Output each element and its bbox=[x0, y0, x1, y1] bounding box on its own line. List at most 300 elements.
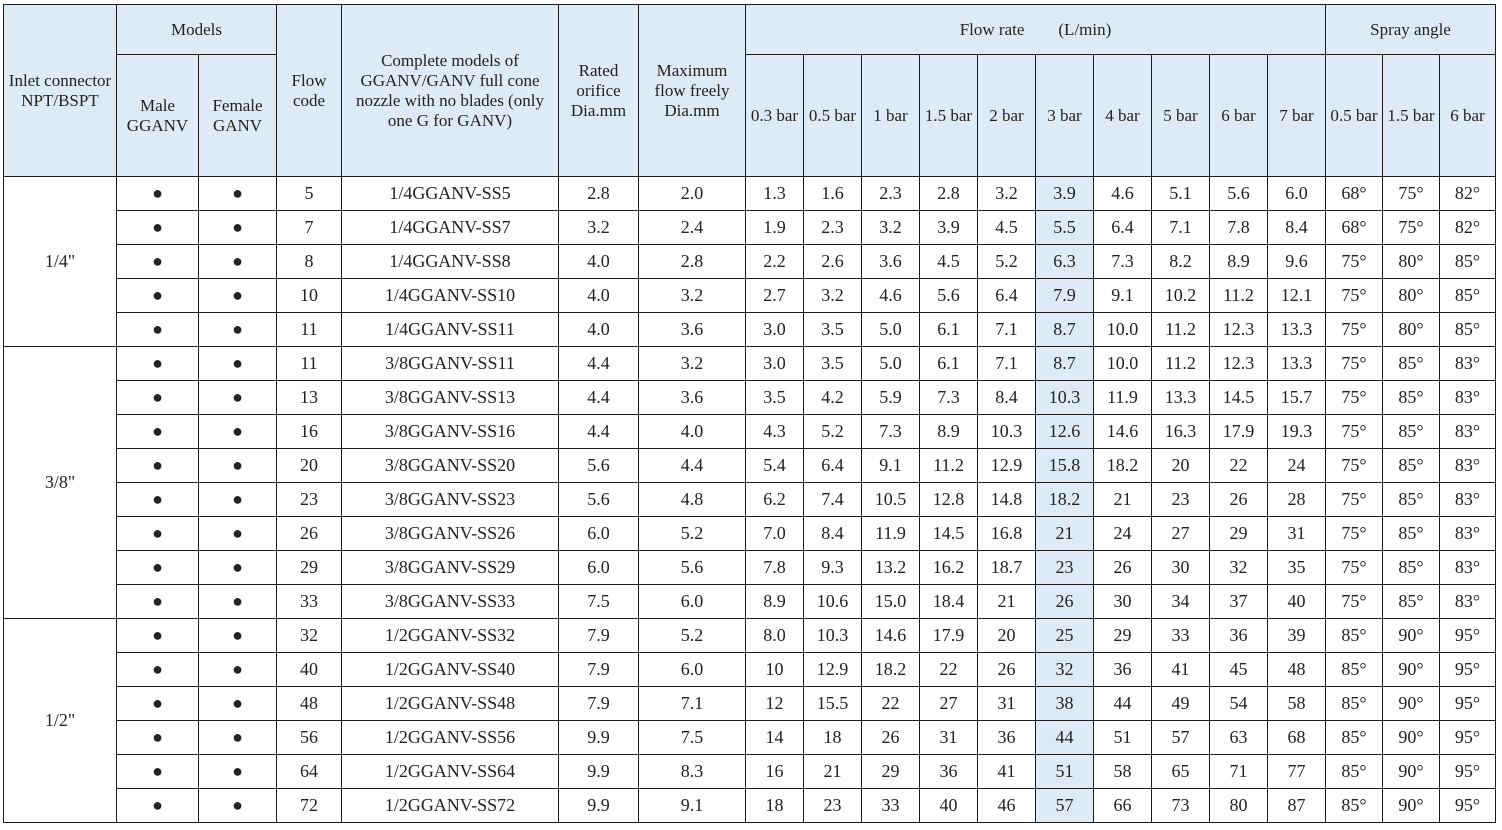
male-dot: ● bbox=[117, 619, 199, 653]
max-flow-dia: 2.0 bbox=[639, 177, 746, 211]
flow-value: 33 bbox=[1152, 619, 1210, 653]
flow-code: 48 bbox=[277, 687, 342, 721]
flow-value: 14.6 bbox=[862, 619, 920, 653]
inlet-size: 3/8" bbox=[4, 347, 117, 619]
flow-value: 12 bbox=[746, 687, 804, 721]
flow-value: 23 bbox=[1152, 483, 1210, 517]
flow-value: 13.2 bbox=[862, 551, 920, 585]
header-pressure: 1 bar bbox=[862, 55, 920, 177]
flow-value: 22 bbox=[920, 653, 978, 687]
flow-value: 36 bbox=[1210, 619, 1268, 653]
female-dot: ● bbox=[199, 211, 277, 245]
male-dot: ● bbox=[117, 653, 199, 687]
header-pressure: 4 bar bbox=[1094, 55, 1152, 177]
flow-value: 6.1 bbox=[920, 347, 978, 381]
flow-value: 5.6 bbox=[920, 279, 978, 313]
max-flow-dia: 8.3 bbox=[639, 755, 746, 789]
header-pressure: 5 bar bbox=[1152, 55, 1210, 177]
female-dot: ● bbox=[199, 653, 277, 687]
flow-value: 40 bbox=[1268, 585, 1326, 619]
female-dot: ● bbox=[199, 483, 277, 517]
flow-value: 15.5 bbox=[804, 687, 862, 721]
flow-value: 10.0 bbox=[1094, 347, 1152, 381]
nozzle-spec-table bbox=[3, 4, 1496, 823]
max-flow-dia: 4.8 bbox=[639, 483, 746, 517]
male-dot: ● bbox=[117, 415, 199, 449]
spray-angle-value: 85° bbox=[1440, 279, 1496, 313]
flow-value: 11.2 bbox=[920, 449, 978, 483]
flow-code: 11 bbox=[277, 347, 342, 381]
spray-angle-value: 82° bbox=[1440, 211, 1496, 245]
flow-value: 7.4 bbox=[804, 483, 862, 517]
flow-value: 12.9 bbox=[804, 653, 862, 687]
header-row-top bbox=[4, 5, 1496, 55]
header-pressure: 1.5 bar bbox=[920, 55, 978, 177]
flow-value: 23 bbox=[804, 789, 862, 823]
flow-value: 12.3 bbox=[1210, 313, 1268, 347]
header-flow-rate: Flow rate (L/min) bbox=[746, 5, 1326, 55]
spray-angle-value: 95° bbox=[1440, 789, 1496, 823]
header-pressure: 0.5 bar bbox=[804, 55, 862, 177]
flow-value: 10.5 bbox=[862, 483, 920, 517]
flow-value: 3.5 bbox=[746, 381, 804, 415]
flow-value: 51 bbox=[1094, 721, 1152, 755]
flow-value: 30 bbox=[1094, 585, 1152, 619]
flow-value: 63 bbox=[1210, 721, 1268, 755]
flow-value: 26 bbox=[862, 721, 920, 755]
spray-angle-value: 90° bbox=[1383, 619, 1440, 653]
max-flow-dia: 4.0 bbox=[639, 415, 746, 449]
model-name: 1/2GGANV-SS56 bbox=[342, 721, 559, 755]
flow-value: 6.3 bbox=[1036, 245, 1094, 279]
spray-angle-value: 75° bbox=[1326, 449, 1383, 483]
flow-value: 45 bbox=[1210, 653, 1268, 687]
flow-value: 3.2 bbox=[804, 279, 862, 313]
table-row bbox=[4, 415, 1496, 449]
flow-value: 21 bbox=[1036, 517, 1094, 551]
flow-value: 58 bbox=[1094, 755, 1152, 789]
spray-angle-value: 68° bbox=[1326, 177, 1383, 211]
flow-code: 11 bbox=[277, 313, 342, 347]
rated-orifice: 4.0 bbox=[559, 245, 639, 279]
spray-angle-value: 90° bbox=[1383, 755, 1440, 789]
header-pressure: 3 bar bbox=[1036, 55, 1094, 177]
flow-value: 51 bbox=[1036, 755, 1094, 789]
flow-value: 21 bbox=[978, 585, 1036, 619]
flow-value: 8.9 bbox=[746, 585, 804, 619]
model-name: 1/4GGANV-SS10 bbox=[342, 279, 559, 313]
rated-orifice: 7.9 bbox=[559, 687, 639, 721]
spray-angle-value: 75° bbox=[1326, 415, 1383, 449]
spray-angle-value: 95° bbox=[1440, 755, 1496, 789]
flow-value: 7.1 bbox=[978, 347, 1036, 381]
flow-value: 7.1 bbox=[1152, 211, 1210, 245]
flow-value: 25 bbox=[1036, 619, 1094, 653]
model-name: 1/4GGANV-SS7 bbox=[342, 211, 559, 245]
flow-value: 8.0 bbox=[746, 619, 804, 653]
max-flow-dia: 3.6 bbox=[639, 313, 746, 347]
flow-value: 12.9 bbox=[978, 449, 1036, 483]
flow-value: 12.8 bbox=[920, 483, 978, 517]
flow-value: 14.5 bbox=[1210, 381, 1268, 415]
spray-angle-value: 80° bbox=[1383, 279, 1440, 313]
table-row bbox=[4, 483, 1496, 517]
flow-value: 4.2 bbox=[804, 381, 862, 415]
spray-angle-value: 75° bbox=[1326, 551, 1383, 585]
spray-angle-value: 83° bbox=[1440, 415, 1496, 449]
flow-value: 27 bbox=[1152, 517, 1210, 551]
spray-angle-value: 75° bbox=[1326, 347, 1383, 381]
spray-angle-value: 75° bbox=[1383, 211, 1440, 245]
flow-value: 73 bbox=[1152, 789, 1210, 823]
female-dot: ● bbox=[199, 789, 277, 823]
flow-value: 14.5 bbox=[920, 517, 978, 551]
rated-orifice: 7.5 bbox=[559, 585, 639, 619]
header-angle-pressure: 6 bar bbox=[1440, 55, 1496, 177]
flow-value: 8.7 bbox=[1036, 347, 1094, 381]
female-dot: ● bbox=[199, 415, 277, 449]
flow-value: 7.8 bbox=[746, 551, 804, 585]
flow-value: 4.6 bbox=[862, 279, 920, 313]
flow-value: 15.0 bbox=[862, 585, 920, 619]
header-spray-angle: Spray angle bbox=[1326, 5, 1496, 55]
male-dot: ● bbox=[117, 517, 199, 551]
flow-value: 4.5 bbox=[920, 245, 978, 279]
flow-value: 3.5 bbox=[804, 347, 862, 381]
rated-orifice: 9.9 bbox=[559, 789, 639, 823]
rated-orifice: 6.0 bbox=[559, 517, 639, 551]
spray-angle-value: 75° bbox=[1326, 483, 1383, 517]
male-dot: ● bbox=[117, 245, 199, 279]
header-flow-code: Flow code bbox=[277, 5, 342, 177]
flow-value: 18 bbox=[804, 721, 862, 755]
flow-value: 15.8 bbox=[1036, 449, 1094, 483]
table-row bbox=[4, 619, 1496, 653]
spray-angle-value: 85° bbox=[1326, 687, 1383, 721]
spray-angle-value: 85° bbox=[1326, 721, 1383, 755]
flow-value: 80 bbox=[1210, 789, 1268, 823]
flow-value: 16.3 bbox=[1152, 415, 1210, 449]
flow-value: 13.3 bbox=[1268, 347, 1326, 381]
flow-value: 24 bbox=[1268, 449, 1326, 483]
flow-value: 7.3 bbox=[920, 381, 978, 415]
flow-value: 3.6 bbox=[862, 245, 920, 279]
flow-value: 34 bbox=[1152, 585, 1210, 619]
flow-value: 32 bbox=[1210, 551, 1268, 585]
header-pressure: 0.3 bar bbox=[746, 55, 804, 177]
flow-value: 2.8 bbox=[920, 177, 978, 211]
spray-angle-value: 90° bbox=[1383, 687, 1440, 721]
flow-value: 37 bbox=[1210, 585, 1268, 619]
spray-angle-value: 85° bbox=[1326, 619, 1383, 653]
flow-value: 10.3 bbox=[978, 415, 1036, 449]
female-dot: ● bbox=[199, 517, 277, 551]
flow-value: 9.1 bbox=[862, 449, 920, 483]
male-dot: ● bbox=[117, 483, 199, 517]
flow-value: 12.3 bbox=[1210, 347, 1268, 381]
header-row-sub bbox=[4, 55, 1496, 177]
table-body bbox=[4, 177, 1496, 823]
model-name: 3/8GGANV-SS26 bbox=[342, 517, 559, 551]
table-row bbox=[4, 687, 1496, 721]
table-row bbox=[4, 245, 1496, 279]
max-flow-dia: 6.0 bbox=[639, 653, 746, 687]
male-dot: ● bbox=[117, 177, 199, 211]
flow-code: 8 bbox=[277, 245, 342, 279]
female-dot: ● bbox=[199, 347, 277, 381]
spray-angle-value: 83° bbox=[1440, 517, 1496, 551]
flow-value: 10.3 bbox=[804, 619, 862, 653]
flow-value: 21 bbox=[804, 755, 862, 789]
flow-value: 48 bbox=[1268, 653, 1326, 687]
header-angle-pressure: 1.5 bar bbox=[1383, 55, 1440, 177]
flow-value: 38 bbox=[1036, 687, 1094, 721]
flow-value: 44 bbox=[1036, 721, 1094, 755]
flow-value: 23 bbox=[1036, 551, 1094, 585]
flow-code: 5 bbox=[277, 177, 342, 211]
flow-value: 15.7 bbox=[1268, 381, 1326, 415]
flow-value: 26 bbox=[1210, 483, 1268, 517]
flow-value: 33 bbox=[862, 789, 920, 823]
spray-angle-value: 85° bbox=[1383, 483, 1440, 517]
flow-value: 21 bbox=[1094, 483, 1152, 517]
flow-value: 3.9 bbox=[920, 211, 978, 245]
flow-value: 9.3 bbox=[804, 551, 862, 585]
max-flow-dia: 5.2 bbox=[639, 517, 746, 551]
female-dot: ● bbox=[199, 619, 277, 653]
female-dot: ● bbox=[199, 755, 277, 789]
flow-value: 14 bbox=[746, 721, 804, 755]
flow-value: 11.9 bbox=[1094, 381, 1152, 415]
header-complete-models: Complete models of GGANV/GANV full cone nozzle with no blades (only one G for GANV) bbox=[342, 5, 559, 177]
flow-value: 40 bbox=[920, 789, 978, 823]
flow-value: 6.4 bbox=[804, 449, 862, 483]
flow-value: 3.2 bbox=[862, 211, 920, 245]
male-dot: ● bbox=[117, 755, 199, 789]
flow-value: 31 bbox=[920, 721, 978, 755]
flow-value: 7.3 bbox=[862, 415, 920, 449]
flow-value: 57 bbox=[1152, 721, 1210, 755]
rated-orifice: 4.4 bbox=[559, 415, 639, 449]
flow-code: 33 bbox=[277, 585, 342, 619]
flow-value: 26 bbox=[1036, 585, 1094, 619]
flow-value: 16.8 bbox=[978, 517, 1036, 551]
flow-value: 31 bbox=[1268, 517, 1326, 551]
flow-value: 36 bbox=[1094, 653, 1152, 687]
rated-orifice: 3.2 bbox=[559, 211, 639, 245]
rated-orifice: 5.6 bbox=[559, 483, 639, 517]
spray-angle-value: 83° bbox=[1440, 483, 1496, 517]
rated-orifice: 4.4 bbox=[559, 347, 639, 381]
flow-value: 8.4 bbox=[978, 381, 1036, 415]
table-row bbox=[4, 551, 1496, 585]
header-male: Male GGANV bbox=[117, 55, 199, 177]
spray-angle-value: 85° bbox=[1326, 755, 1383, 789]
max-flow-dia: 9.1 bbox=[639, 789, 746, 823]
header-max-flow: Maximum flow freely Dia.mm bbox=[639, 5, 746, 177]
rated-orifice: 9.9 bbox=[559, 755, 639, 789]
rated-orifice: 4.4 bbox=[559, 381, 639, 415]
flow-code: 13 bbox=[277, 381, 342, 415]
spray-angle-value: 82° bbox=[1440, 177, 1496, 211]
table-row bbox=[4, 347, 1496, 381]
header-pressure: 7 bar bbox=[1268, 55, 1326, 177]
flow-value: 13.3 bbox=[1152, 381, 1210, 415]
flow-value: 10.6 bbox=[804, 585, 862, 619]
rated-orifice: 6.0 bbox=[559, 551, 639, 585]
flow-value: 27 bbox=[920, 687, 978, 721]
flow-value: 5.9 bbox=[862, 381, 920, 415]
flow-value: 11.2 bbox=[1152, 313, 1210, 347]
rated-orifice: 9.9 bbox=[559, 721, 639, 755]
table-row bbox=[4, 313, 1496, 347]
flow-value: 24 bbox=[1094, 517, 1152, 551]
female-dot: ● bbox=[199, 551, 277, 585]
female-dot: ● bbox=[199, 721, 277, 755]
flow-value: 36 bbox=[920, 755, 978, 789]
max-flow-dia: 2.4 bbox=[639, 211, 746, 245]
rated-orifice: 2.8 bbox=[559, 177, 639, 211]
male-dot: ● bbox=[117, 347, 199, 381]
inlet-size: 1/4" bbox=[4, 177, 117, 347]
spray-angle-value: 83° bbox=[1440, 449, 1496, 483]
spray-angle-value: 75° bbox=[1383, 177, 1440, 211]
flow-value: 1.3 bbox=[746, 177, 804, 211]
flow-value: 18.4 bbox=[920, 585, 978, 619]
flow-value: 20 bbox=[1152, 449, 1210, 483]
spray-angle-value: 95° bbox=[1440, 653, 1496, 687]
female-dot: ● bbox=[199, 279, 277, 313]
flow-value: 2.2 bbox=[746, 245, 804, 279]
flow-value: 7.1 bbox=[978, 313, 1036, 347]
female-dot: ● bbox=[199, 381, 277, 415]
model-name: 3/8GGANV-SS11 bbox=[342, 347, 559, 381]
flow-value: 66 bbox=[1094, 789, 1152, 823]
flow-value: 46 bbox=[978, 789, 1036, 823]
flow-value: 9.1 bbox=[1094, 279, 1152, 313]
spray-angle-value: 85° bbox=[1383, 551, 1440, 585]
model-name: 3/8GGANV-SS29 bbox=[342, 551, 559, 585]
flow-value: 6.2 bbox=[746, 483, 804, 517]
model-name: 1/2GGANV-SS40 bbox=[342, 653, 559, 687]
spray-angle-value: 90° bbox=[1383, 653, 1440, 687]
flow-value: 11.2 bbox=[1210, 279, 1268, 313]
flow-value: 58 bbox=[1268, 687, 1326, 721]
flow-value: 16.2 bbox=[920, 551, 978, 585]
max-flow-dia: 3.2 bbox=[639, 279, 746, 313]
spray-angle-value: 95° bbox=[1440, 687, 1496, 721]
flow-value: 1.6 bbox=[804, 177, 862, 211]
flow-value: 26 bbox=[978, 653, 1036, 687]
spray-angle-value: 80° bbox=[1383, 313, 1440, 347]
flow-code: 7 bbox=[277, 211, 342, 245]
header-pressure: 6 bar bbox=[1210, 55, 1268, 177]
flow-value: 3.2 bbox=[978, 177, 1036, 211]
flow-value: 8.4 bbox=[804, 517, 862, 551]
flow-value: 5.5 bbox=[1036, 211, 1094, 245]
female-dot: ● bbox=[199, 245, 277, 279]
model-name: 1/4GGANV-SS5 bbox=[342, 177, 559, 211]
rated-orifice: 4.0 bbox=[559, 279, 639, 313]
flow-code: 32 bbox=[277, 619, 342, 653]
spray-angle-value: 85° bbox=[1383, 381, 1440, 415]
flow-value: 6.0 bbox=[1268, 177, 1326, 211]
flow-value: 9.6 bbox=[1268, 245, 1326, 279]
spray-angle-value: 80° bbox=[1383, 245, 1440, 279]
flow-value: 10 bbox=[746, 653, 804, 687]
table-row bbox=[4, 279, 1496, 313]
flow-value: 57 bbox=[1036, 789, 1094, 823]
header-angle-pressure: 0.5 bar bbox=[1326, 55, 1383, 177]
flow-value: 17.9 bbox=[1210, 415, 1268, 449]
max-flow-dia: 7.1 bbox=[639, 687, 746, 721]
flow-code: 16 bbox=[277, 415, 342, 449]
table-row bbox=[4, 721, 1496, 755]
flow-value: 3.5 bbox=[804, 313, 862, 347]
spray-angle-value: 75° bbox=[1326, 313, 1383, 347]
flow-value: 8.4 bbox=[1268, 211, 1326, 245]
flow-value: 3.0 bbox=[746, 313, 804, 347]
flow-value: 18.2 bbox=[1036, 483, 1094, 517]
flow-value: 41 bbox=[1152, 653, 1210, 687]
model-name: 3/8GGANV-SS33 bbox=[342, 585, 559, 619]
spray-angle-value: 85° bbox=[1383, 347, 1440, 381]
flow-code: 29 bbox=[277, 551, 342, 585]
model-name: 1/2GGANV-SS64 bbox=[342, 755, 559, 789]
spray-angle-value: 90° bbox=[1383, 721, 1440, 755]
table-row bbox=[4, 789, 1496, 823]
max-flow-dia: 3.2 bbox=[639, 347, 746, 381]
flow-value: 14.8 bbox=[978, 483, 1036, 517]
spray-angle-value: 83° bbox=[1440, 381, 1496, 415]
spray-angle-value: 90° bbox=[1383, 789, 1440, 823]
spray-angle-value: 75° bbox=[1326, 381, 1383, 415]
table-row bbox=[4, 211, 1496, 245]
flow-value: 49 bbox=[1152, 687, 1210, 721]
female-dot: ● bbox=[199, 177, 277, 211]
flow-value: 5.4 bbox=[746, 449, 804, 483]
flow-value: 3.0 bbox=[746, 347, 804, 381]
spray-angle-value: 75° bbox=[1326, 517, 1383, 551]
spray-angle-value: 95° bbox=[1440, 619, 1496, 653]
flow-value: 11.9 bbox=[862, 517, 920, 551]
flow-code: 40 bbox=[277, 653, 342, 687]
header-models: Models bbox=[117, 5, 277, 55]
flow-value: 32 bbox=[1036, 653, 1094, 687]
flow-value: 8.2 bbox=[1152, 245, 1210, 279]
spray-angle-value: 75° bbox=[1326, 585, 1383, 619]
flow-value: 39 bbox=[1268, 619, 1326, 653]
flow-value: 4.3 bbox=[746, 415, 804, 449]
flow-code: 20 bbox=[277, 449, 342, 483]
male-dot: ● bbox=[117, 585, 199, 619]
male-dot: ● bbox=[117, 721, 199, 755]
flow-value: 8.9 bbox=[920, 415, 978, 449]
table-row bbox=[4, 177, 1496, 211]
flow-value: 26 bbox=[1094, 551, 1152, 585]
model-name: 3/8GGANV-SS20 bbox=[342, 449, 559, 483]
flow-value: 12.6 bbox=[1036, 415, 1094, 449]
header-rated-orifice: Rated orifice Dia.mm bbox=[559, 5, 639, 177]
rated-orifice: 7.9 bbox=[559, 653, 639, 687]
flow-value: 13.3 bbox=[1268, 313, 1326, 347]
flow-value: 5.0 bbox=[862, 313, 920, 347]
model-name: 1/4GGANV-SS8 bbox=[342, 245, 559, 279]
flow-value: 30 bbox=[1152, 551, 1210, 585]
spray-angle-value: 68° bbox=[1326, 211, 1383, 245]
flow-value: 6.4 bbox=[1094, 211, 1152, 245]
flow-value: 19.3 bbox=[1268, 415, 1326, 449]
